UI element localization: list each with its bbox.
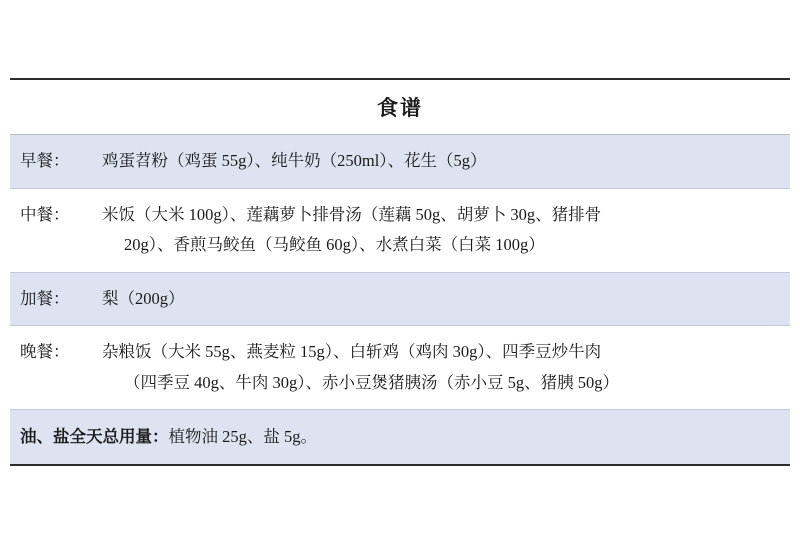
- meal-content: [102, 135, 790, 188]
- table-row: [10, 188, 790, 272]
- meal-content-line: 鸡蛋苕粉（鸡蛋 55g）、纯牛奶（250ml）、花生（5g）: [102, 151, 487, 170]
- meal-content-line: 杂粮饭（大米 55g、燕麦粒 15g）、白斩鸡（鸡肉 30g）、四季豆炒牛肉: [102, 342, 602, 362]
- meal-label: 中餐：: [20, 204, 70, 224]
- meal-label: 加餐：: [20, 288, 70, 308]
- recipe-table: [10, 78, 790, 466]
- meal-content: [102, 273, 790, 326]
- meal-content: [102, 189, 790, 272]
- table-title: 食谱: [10, 80, 790, 135]
- meal-content: [102, 326, 790, 409]
- meal-label: 晚餐：: [20, 342, 70, 362]
- meal-content-line: 米饭（大米 100g）、莲藕萝卜排骨汤（莲藕 50g、胡萝卜 30g、猪排骨: [102, 204, 602, 224]
- oil-salt-total-row: [10, 409, 790, 464]
- oil-salt-total-value: 植物油 25g、盐 5g。: [168, 427, 317, 447]
- table-row: [10, 272, 790, 326]
- meal-label: 早餐：: [20, 151, 70, 170]
- table-row: [10, 135, 790, 188]
- meal-content-line: 梨（200g）: [102, 288, 185, 308]
- meal-content-line: （四季豆 40g、牛肉 30g）、赤小豆煲猪胰汤（赤小豆 5g、猪胰 50g）: [124, 372, 619, 392]
- oil-salt-total-label: 油、盐全天总用量：: [20, 427, 169, 447]
- meal-content-line: 20g）、香煎马鲛鱼（马鲛鱼 60g）、水煮白菜（白菜 100g）: [124, 235, 545, 255]
- table-row: [10, 325, 790, 409]
